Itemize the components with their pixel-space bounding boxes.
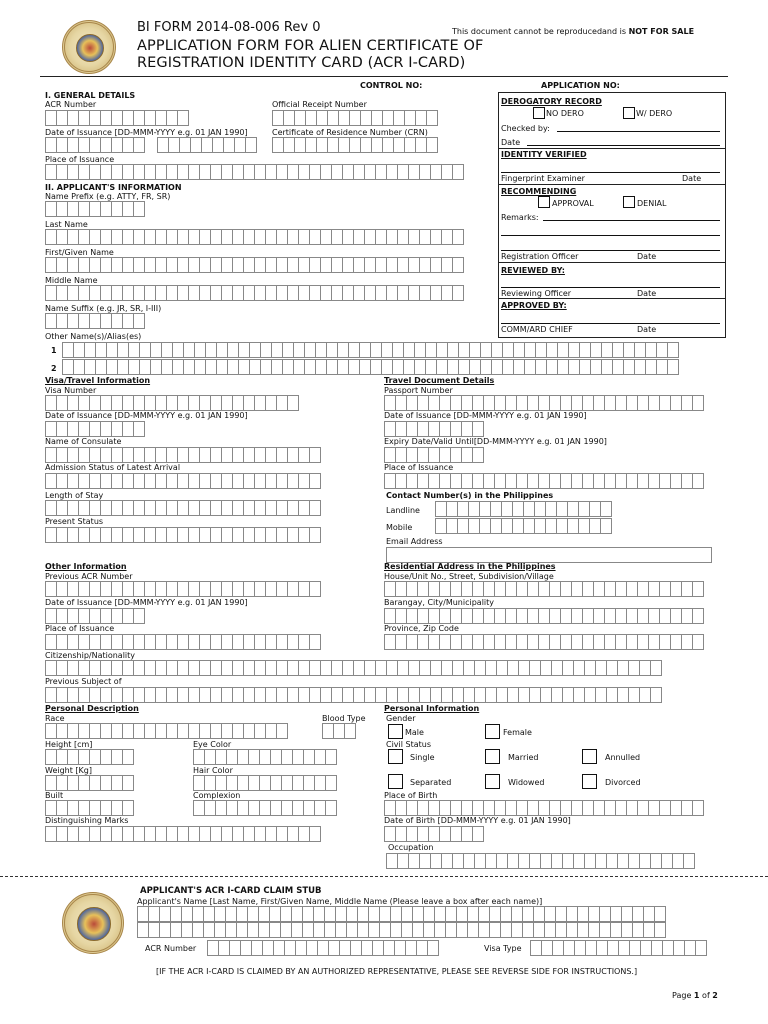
remarks-line-3[interactable] bbox=[501, 250, 720, 251]
char-box[interactable] bbox=[650, 687, 662, 703]
stub-heading: APPLICANT'S ACR I-CARD CLAIM STUB bbox=[140, 886, 322, 896]
stub-note: [IF THE ACR I-CARD IS CLAIMED BY AN AUTHORIZED REPRESENTATIVE, PLEASE SEE REVERSE SIDE FOR INSTRUCTIONS.] bbox=[156, 967, 638, 976]
char-box[interactable] bbox=[287, 395, 299, 411]
name-prefix-label: Name Prefix (e.g. ATTY, FR, SR) bbox=[45, 192, 171, 201]
official-receipt-boxes[interactable] bbox=[272, 110, 438, 126]
chief-label: COMM/ARD CHIEF bbox=[501, 325, 573, 334]
height-boxes[interactable] bbox=[45, 749, 134, 765]
prev-acr-boxes[interactable] bbox=[45, 581, 321, 597]
citizenship-label: Citizenship/Nationality bbox=[45, 651, 136, 660]
reviewer-line[interactable] bbox=[501, 287, 720, 288]
office-divider-2 bbox=[498, 184, 726, 185]
stub-name-label: Applicant's Name [Last Name, First/Given Name, Middle Name (Please leave a box after each name)] bbox=[137, 897, 543, 906]
other-date-boxes[interactable] bbox=[45, 608, 145, 624]
travel-place-label: Place of Issuance bbox=[384, 463, 454, 472]
office-divider-3 bbox=[498, 262, 726, 263]
page-of: of bbox=[699, 991, 713, 1000]
char-box[interactable] bbox=[344, 723, 356, 739]
race-boxes[interactable] bbox=[45, 723, 288, 739]
consulate-boxes[interactable] bbox=[45, 447, 321, 463]
general-heading: I. GENERAL DETAILS bbox=[45, 91, 136, 100]
char-box[interactable] bbox=[472, 447, 484, 463]
char-box[interactable] bbox=[426, 110, 438, 126]
control-no-label: CONTROL NO: bbox=[360, 81, 423, 90]
length-stay-label: Length of Stay bbox=[45, 491, 104, 500]
char-box[interactable] bbox=[452, 229, 464, 245]
stub-acr-label: ACR Number bbox=[145, 944, 197, 953]
alias-row-1-boxes[interactable] bbox=[62, 342, 679, 358]
other-date-label bbox=[45, 598, 248, 607]
crn-boxes[interactable] bbox=[272, 137, 438, 153]
char-box[interactable] bbox=[245, 137, 257, 153]
remarks-line-1[interactable] bbox=[543, 220, 720, 221]
visa-date-hint: [DD-MMM-YYYY e.g. 01 JAN 1990] bbox=[114, 411, 248, 420]
reg-officer-label: Registration Officer bbox=[501, 252, 579, 261]
alias-row-1-number: 1 bbox=[51, 346, 57, 355]
page-prefix: Page bbox=[672, 991, 694, 1000]
derogatory-heading: DEROGATORY RECORD bbox=[501, 97, 602, 106]
married-checkbox[interactable] bbox=[485, 749, 500, 764]
char-box[interactable] bbox=[325, 800, 337, 816]
expiry-hint: [DD-MMM-YYYY e.g. 01 JAN 1990] bbox=[473, 437, 607, 446]
present-status-label: Present Status bbox=[45, 517, 104, 526]
fingerprint-line[interactable] bbox=[501, 172, 720, 173]
birthplace-boxes[interactable] bbox=[384, 800, 704, 816]
height-label: Height [cm] bbox=[45, 740, 93, 749]
name-suffix-label: Name Suffix (e.g. JR, SR, I-III) bbox=[45, 304, 162, 313]
email-label: Email Address bbox=[386, 537, 443, 546]
first-name-boxes[interactable] bbox=[45, 257, 464, 273]
first-name-label: First/Given Name bbox=[45, 248, 114, 257]
travel-heading: Travel Document Details bbox=[384, 376, 495, 385]
approver-line[interactable] bbox=[501, 323, 720, 324]
char-box[interactable] bbox=[325, 775, 337, 791]
house-label: House/Unit No., Street, Subdivision/Village bbox=[384, 572, 554, 581]
other-info-heading: Other Information bbox=[45, 562, 127, 571]
stub-visa-label: Visa Type bbox=[484, 944, 522, 953]
remarks-label: Remarks: bbox=[501, 213, 539, 222]
visa-heading: Visa/Travel Information bbox=[45, 376, 151, 385]
built-label: Built bbox=[45, 791, 64, 800]
visa-number-boxes[interactable] bbox=[45, 395, 299, 411]
identity-heading: IDENTITY VERIFIED bbox=[501, 150, 587, 159]
male-label: Male bbox=[405, 728, 424, 737]
char-box[interactable] bbox=[325, 749, 337, 765]
char-box[interactable] bbox=[452, 285, 464, 301]
middle-name-label: Middle Name bbox=[45, 276, 98, 285]
application-no-label: APPLICATION NO: bbox=[541, 81, 620, 90]
notice-text: This document cannot be reproducedand is bbox=[452, 27, 629, 36]
char-box[interactable] bbox=[122, 775, 134, 791]
date-issuance-text: Date of Issuance bbox=[45, 128, 112, 137]
rev-officer-label: Reviewing Officer bbox=[501, 289, 572, 298]
char-box[interactable] bbox=[692, 608, 704, 624]
passport-boxes[interactable] bbox=[384, 395, 704, 411]
rev-date-label: Date bbox=[637, 289, 657, 298]
eye-color-label: Eye Color bbox=[193, 740, 232, 749]
crn-label: Certificate of Residence Number (CRN) bbox=[272, 128, 428, 137]
stub-name-row-1[interactable] bbox=[137, 906, 666, 922]
civil-status-label: Civil Status bbox=[386, 740, 432, 749]
expiry-label bbox=[384, 437, 607, 446]
hair-color-boxes[interactable] bbox=[193, 775, 337, 791]
prev-subject-label: Previous Subject of bbox=[45, 677, 122, 686]
derog-date-label: Date bbox=[501, 138, 521, 147]
married-label: Married bbox=[508, 753, 539, 762]
complexion-label: Complexion bbox=[193, 791, 241, 800]
fingerprint-label: Fingerprint Examiner bbox=[501, 174, 585, 183]
char-box[interactable] bbox=[667, 342, 679, 358]
acr-number-boxes[interactable] bbox=[45, 110, 189, 126]
visa-date-boxes[interactable] bbox=[45, 421, 145, 437]
province-boxes[interactable] bbox=[384, 634, 704, 650]
middle-name-boxes[interactable] bbox=[45, 285, 464, 301]
last-name-label: Last Name bbox=[45, 220, 88, 229]
other-date-text: Date of Issuance bbox=[45, 598, 112, 607]
contact-heading: Contact Number(s) in the Philippines bbox=[386, 491, 554, 500]
char-box[interactable] bbox=[695, 940, 707, 956]
char-box[interactable] bbox=[452, 257, 464, 273]
w-dero-label: W/ DERO bbox=[636, 109, 673, 118]
applicant-heading: II. APPLICANT'S INFORMATION bbox=[45, 183, 182, 192]
travel-date-hint: [DD-MMM-YYYY e.g. 01 JAN 1990] bbox=[453, 411, 587, 420]
cut-line bbox=[0, 876, 768, 877]
race-label: Race bbox=[45, 714, 65, 723]
date-issuance-boxes[interactable] bbox=[45, 137, 145, 153]
date-format-hint: [DD-MMM-YYYY e.g. 01 JAN 1990] bbox=[114, 128, 248, 137]
annulled-checkbox[interactable] bbox=[582, 749, 597, 764]
approval-checkbox[interactable] bbox=[538, 196, 550, 208]
single-checkbox[interactable] bbox=[388, 749, 403, 764]
office-divider-4 bbox=[498, 298, 726, 299]
dob-label bbox=[384, 816, 571, 825]
passport-label: Passport Number bbox=[384, 386, 453, 395]
char-box[interactable] bbox=[667, 359, 679, 375]
dob-hint: [DD-MMM-YYYY e.g. 01 JAN 1990] bbox=[437, 816, 571, 825]
stub-name-row-2[interactable] bbox=[137, 922, 666, 938]
denial-label: DENIAL bbox=[637, 199, 667, 208]
char-box[interactable] bbox=[133, 137, 145, 153]
occupation-boxes[interactable] bbox=[386, 853, 695, 869]
w-dero-checkbox[interactable] bbox=[623, 107, 635, 119]
char-box[interactable] bbox=[427, 940, 439, 956]
char-box[interactable] bbox=[309, 826, 321, 842]
form-title-line2: REGISTRATION IDENTITY CARD (ACR I-CARD) bbox=[137, 55, 466, 71]
char-box[interactable] bbox=[600, 501, 612, 517]
hair-color-label: Hair Color bbox=[193, 766, 233, 775]
char-box[interactable] bbox=[309, 634, 321, 650]
official-receipt-label: Official Receipt Number bbox=[272, 100, 367, 109]
page-current: 1 bbox=[693, 991, 700, 1000]
birthplace-label: Place of Birth bbox=[384, 791, 438, 800]
no-dero-checkbox[interactable] bbox=[533, 107, 545, 119]
other-date-hint: [DD-MMM-YYYY e.g. 01 JAN 1990] bbox=[114, 598, 248, 607]
char-box[interactable] bbox=[133, 421, 145, 437]
divorced-checkbox[interactable] bbox=[582, 774, 597, 789]
char-box[interactable] bbox=[600, 518, 612, 534]
admission-boxes[interactable] bbox=[45, 473, 321, 489]
built-boxes[interactable] bbox=[45, 800, 134, 816]
bureau-seal-logo bbox=[62, 20, 116, 74]
barangay-boxes[interactable] bbox=[384, 608, 704, 624]
present-status-boxes[interactable] bbox=[45, 527, 321, 543]
char-box[interactable] bbox=[452, 164, 464, 180]
char-box[interactable] bbox=[133, 313, 145, 329]
female-checkbox[interactable] bbox=[485, 724, 500, 739]
char-box[interactable] bbox=[472, 421, 484, 437]
char-box[interactable] bbox=[692, 473, 704, 489]
female-label: Female bbox=[503, 728, 532, 737]
marks-boxes[interactable] bbox=[45, 826, 321, 842]
description-heading: Personal Description bbox=[45, 704, 139, 713]
house-boxes[interactable] bbox=[384, 581, 704, 597]
occupation-label: Occupation bbox=[388, 843, 434, 852]
header-rule bbox=[40, 76, 728, 77]
citizenship-boxes[interactable] bbox=[45, 660, 662, 676]
derog-date-line[interactable] bbox=[527, 145, 720, 146]
char-box[interactable] bbox=[692, 800, 704, 816]
travel-date-label bbox=[384, 411, 587, 420]
marks-label: Distinguishing Marks bbox=[45, 816, 129, 825]
date-issuance-label bbox=[45, 128, 248, 137]
mobile-label: Mobile bbox=[386, 523, 413, 532]
stub-acr-boxes[interactable] bbox=[207, 940, 439, 956]
char-box[interactable] bbox=[683, 853, 695, 869]
annulled-label: Annulled bbox=[605, 753, 641, 762]
reviewed-heading: REVIEWED BY: bbox=[501, 266, 565, 275]
expiry-text: Expiry Date/Valid Until bbox=[384, 437, 474, 446]
length-stay-boxes[interactable] bbox=[45, 500, 321, 516]
stub-seal-logo bbox=[62, 892, 124, 954]
travel-place-boxes[interactable] bbox=[384, 473, 704, 489]
char-box[interactable] bbox=[122, 800, 134, 816]
form-title-line1: APPLICATION FORM FOR ALIEN CERTIFICATE OF bbox=[137, 38, 484, 54]
place-issuance-boxes[interactable] bbox=[45, 164, 464, 180]
recommending-heading: RECOMMENDING bbox=[501, 187, 577, 196]
remarks-line-2[interactable] bbox=[501, 235, 720, 236]
char-box[interactable] bbox=[133, 608, 145, 624]
checked-by-line[interactable] bbox=[557, 131, 720, 132]
char-box[interactable] bbox=[133, 201, 145, 217]
address-heading: Residential Address in the Philippines bbox=[384, 562, 556, 571]
page-indicator bbox=[672, 991, 718, 1000]
travel-date-text: Date of Issuance bbox=[384, 411, 451, 420]
weight-label: Weight [Kg] bbox=[45, 766, 92, 775]
weight-boxes[interactable] bbox=[45, 775, 134, 791]
no-dero-label: NO DERO bbox=[546, 109, 584, 118]
alias-row-2-number: 2 bbox=[51, 364, 57, 373]
male-checkbox[interactable] bbox=[388, 724, 403, 739]
gender-label: Gender bbox=[386, 714, 416, 723]
other-place-boxes[interactable] bbox=[45, 634, 321, 650]
separated-checkbox[interactable] bbox=[388, 774, 403, 789]
char-box[interactable] bbox=[426, 137, 438, 153]
widowed-label: Widowed bbox=[508, 778, 545, 787]
char-box[interactable] bbox=[122, 749, 134, 765]
char-box[interactable] bbox=[309, 473, 321, 489]
barangay-label: Barangay, City/Municipality bbox=[384, 598, 495, 607]
other-names-label: Other Name(s)/Alias(es) bbox=[45, 332, 142, 341]
visa-date-text: Date of Issuance bbox=[45, 411, 112, 420]
char-box[interactable] bbox=[472, 826, 484, 842]
name-prefix-boxes[interactable] bbox=[45, 201, 145, 217]
acr-number-label: ACR Number bbox=[45, 100, 97, 109]
char-box[interactable] bbox=[177, 110, 189, 126]
dob-text: Date of Birth bbox=[384, 816, 436, 825]
page-total: 2 bbox=[712, 991, 718, 1000]
widowed-checkbox[interactable] bbox=[485, 774, 500, 789]
notice-bold: NOT FOR SALE bbox=[628, 27, 695, 36]
other-place-label: Place of Issuance bbox=[45, 624, 115, 633]
form-number: BI FORM 2014-08-006 Rev 0 bbox=[137, 20, 321, 35]
prev-acr-label: Previous ACR Number bbox=[45, 572, 133, 581]
visa-number-label: Visa Number bbox=[45, 386, 97, 395]
admission-label: Admission Status of Latest Arrival bbox=[45, 463, 181, 472]
landline-label: Landline bbox=[386, 506, 420, 515]
travel-date-boxes[interactable] bbox=[384, 421, 484, 437]
char-box[interactable] bbox=[276, 723, 288, 739]
checked-by-label: Checked by: bbox=[501, 124, 550, 133]
char-box[interactable] bbox=[692, 634, 704, 650]
reproduction-notice bbox=[452, 27, 694, 36]
char-box[interactable] bbox=[692, 581, 704, 597]
landline-boxes[interactable] bbox=[435, 501, 612, 517]
char-box[interactable] bbox=[692, 395, 704, 411]
separated-label: Separated bbox=[410, 778, 452, 787]
consulate-label: Name of Consulate bbox=[45, 437, 122, 446]
single-label: Single bbox=[410, 753, 435, 762]
prev-subject-boxes[interactable] bbox=[45, 687, 662, 703]
province-label: Province, Zip Code bbox=[384, 624, 459, 633]
char-box[interactable] bbox=[309, 581, 321, 597]
char-box[interactable] bbox=[309, 527, 321, 543]
char-box[interactable] bbox=[650, 660, 662, 676]
name-suffix-boxes[interactable] bbox=[45, 313, 145, 329]
place-issuance-label: Place of Issuance bbox=[45, 155, 115, 164]
visa-date-label bbox=[45, 411, 248, 420]
complexion-boxes[interactable] bbox=[193, 800, 337, 816]
dob-boxes[interactable] bbox=[384, 826, 484, 842]
approval-label: APPROVAL bbox=[552, 199, 594, 208]
eye-color-boxes[interactable] bbox=[193, 749, 337, 765]
date-issuance-boxes-b[interactable] bbox=[157, 137, 257, 153]
char-box[interactable] bbox=[309, 500, 321, 516]
char-box[interactable] bbox=[309, 447, 321, 463]
personal-heading: Personal Information bbox=[384, 704, 480, 713]
expiry-boxes[interactable] bbox=[384, 447, 484, 463]
mobile-boxes[interactable] bbox=[435, 518, 612, 534]
reg-date-label: Date bbox=[637, 252, 657, 261]
char-box[interactable] bbox=[654, 906, 666, 922]
approved-heading: APPROVED BY: bbox=[501, 301, 567, 310]
office-divider-1 bbox=[498, 148, 726, 149]
alias-row-2-boxes[interactable] bbox=[62, 359, 679, 375]
denial-checkbox[interactable] bbox=[623, 196, 635, 208]
approved-date-label: Date bbox=[637, 325, 657, 334]
stub-visa-boxes[interactable] bbox=[530, 940, 707, 956]
blood-type-label: Blood Type bbox=[322, 714, 366, 723]
divorced-label: Divorced bbox=[605, 778, 641, 787]
char-box[interactable] bbox=[654, 922, 666, 938]
last-name-boxes[interactable] bbox=[45, 229, 464, 245]
blood-type-boxes[interactable] bbox=[322, 723, 356, 739]
email-field[interactable] bbox=[386, 547, 712, 563]
identity-date-label: Date bbox=[682, 174, 702, 183]
